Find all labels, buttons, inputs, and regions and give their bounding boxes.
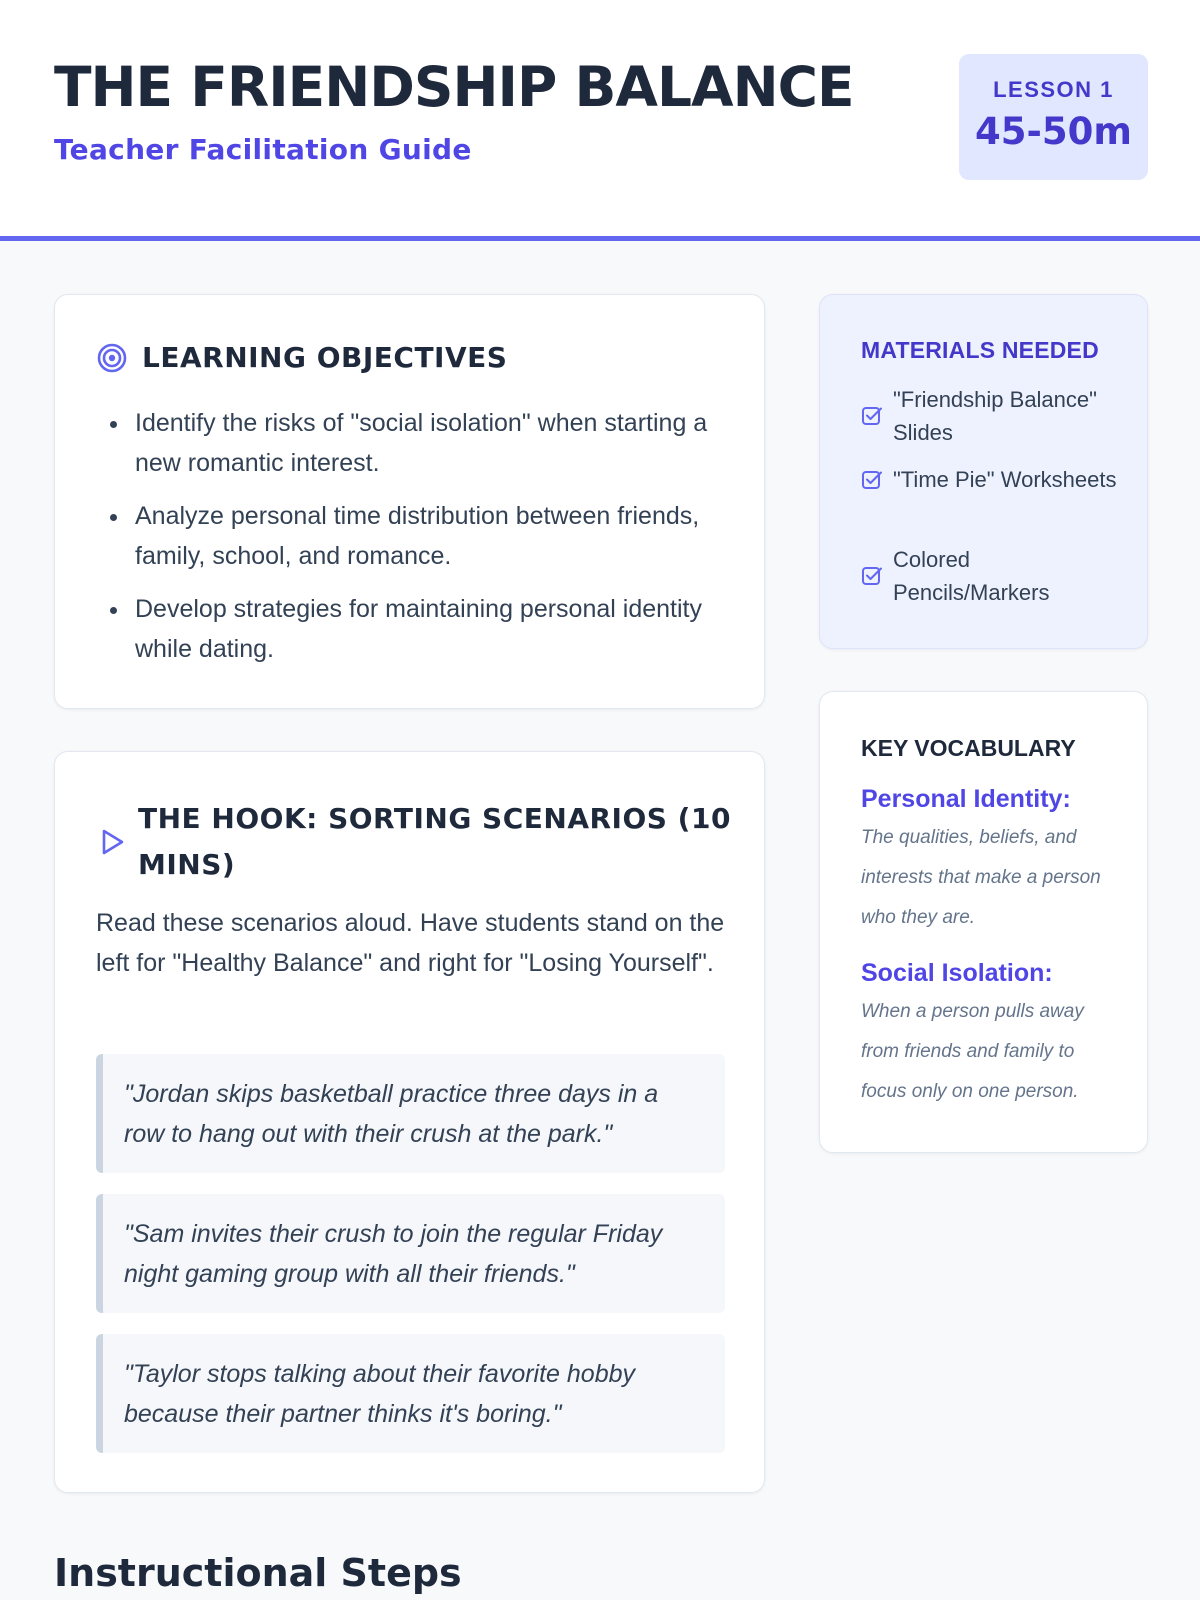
materials-item (861, 383, 1121, 449)
page-subtitle: Teacher Facilitation Guide (54, 133, 472, 166)
materials-item-label: "Time Pie" Worksheets (893, 467, 1117, 492)
vocabulary-term: Social Isolation: (861, 959, 1053, 987)
scenario-quote: "Taylor stops talking about their favorite hobby because their partner thinks it's boring." (96, 1334, 725, 1453)
page-title: THE FRIENDSHIP BALANCE (54, 55, 854, 119)
scenario-quote: "Jordan skips basketball practice three days in a row to hang out with their crush at the park." (96, 1054, 725, 1173)
hook-title: THE HOOK: SORTING SCENARIOS (10 MINS) (138, 802, 731, 881)
lesson-duration: 45-50m (975, 110, 1132, 153)
hook-header (96, 796, 736, 888)
objectives-list (135, 403, 735, 682)
checkbox-icon (861, 405, 883, 427)
vocabulary-definition: When a person pulls away from friends and family to focus only on one person. (861, 1001, 1084, 1102)
checkbox-icon (861, 469, 883, 491)
hook-card (54, 751, 765, 1493)
lesson-badge (959, 54, 1148, 180)
materials-item-label: "Friendship Balance" Slides (893, 387, 1097, 445)
materials-title: MATERIALS NEEDED (861, 337, 1099, 363)
vocabulary-card (819, 691, 1148, 1153)
materials-item-label: Colored Pencils/Markers (893, 547, 1050, 605)
instructional-steps-heading: Instructional Steps (54, 1551, 462, 1595)
objective-item: Analyze personal time distribution between friends, family, school, and romance. (135, 496, 735, 576)
lesson-label: LESSON 1 (993, 77, 1114, 102)
checkbox-icon (861, 565, 883, 587)
target-icon (96, 342, 128, 374)
vocabulary-title: KEY VOCABULARY (861, 735, 1076, 761)
hook-instructions: Read these scenarios aloud. Have students stand on the left for "Healthy Balance" and right for "Losing Yourself". (96, 909, 725, 977)
play-icon (96, 826, 128, 858)
scenario-quote: "Sam invites their crush to join the regular Friday night gaming group with all their friends." (96, 1194, 725, 1313)
materials-item (861, 543, 1121, 609)
materials-item (861, 463, 1121, 496)
materials-card (819, 294, 1148, 649)
learning-objectives-title: LEARNING OBJECTIVES (142, 341, 508, 374)
objective-item: Identify the risks of "social isolation" when starting a new romantic interest. (135, 403, 735, 483)
vocabulary-definition: The qualities, beliefs, and interests that make a person who they are. (861, 827, 1101, 928)
vocabulary-term: Personal Identity: (861, 785, 1071, 813)
objective-item: Develop strategies for maintaining personal identity while dating. (135, 589, 735, 669)
learning-objectives-header (96, 335, 507, 381)
learning-objectives-card (54, 294, 765, 709)
page-header (0, 0, 1200, 241)
